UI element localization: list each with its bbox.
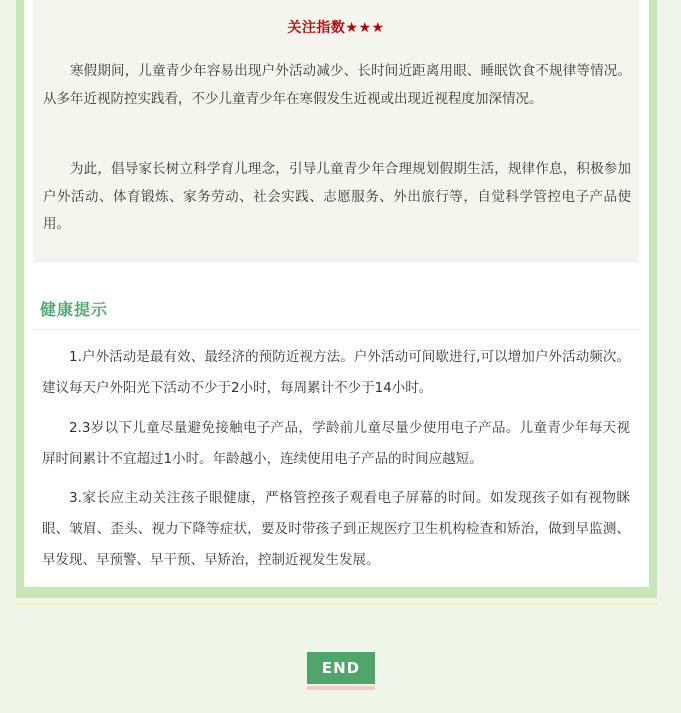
article-frame xyxy=(16,0,657,598)
end-underline xyxy=(307,686,375,690)
advocacy-paragraph: 为此，倡导家长树立科学育儿理念，引导儿童青少年合理规划假期生活，规律作息，积极参加户外活动、体育锻炼、家务劳动、社会实践、志愿服务、外出旅行等，自觉科学管控电子产品使用。 xyxy=(43,161,631,232)
health-tips-heading: 健康提示 xyxy=(40,300,109,319)
intro-paragraph: 寒假期间，儿童青少年容易出现户外活动减少、长时间近距离用眼、睡眠饮食不规律等情况。从多年近视防控实践看，不少儿童青少年在寒假发生近视或出现近视程度加深情况。 xyxy=(43,63,631,107)
footer-divider xyxy=(16,603,657,605)
end-marker xyxy=(307,652,375,690)
tip-item-parent-care: 3.家长应主动关注孩子眼健康，严格管控孩子观看电子屏幕的时间。如发现孩子如有视物眯眼、皱眉、歪头、视力下降等症状，要及时带孩子到正规医疗卫生机构检查和矫治，做到早监测、早发现、早预警、早干预、早矫治，控制近视发生发展。 xyxy=(42,490,630,568)
attention-index-title: 关注指数★★★ xyxy=(287,20,385,36)
tip-item-outdoor: 1.户外活动是最有效、最经济的预防近视方法。户外活动可间歇进行,可以增加户外活动频次。建议每天户外阳光下活动不少于2小时，每周累计不少于14小时。 xyxy=(42,349,630,396)
info-panel xyxy=(33,0,639,263)
tip-item-screen-time: 2.3岁以下儿童尽量避免接触电子产品，学龄前儿童尽量少使用电子产品。儿童青少年每天视屏时间累计不宜超过1小时。年龄越小，连续使用电子产品的时间应越短。 xyxy=(42,420,630,467)
article-card xyxy=(24,0,649,587)
end-badge: END xyxy=(307,652,375,684)
section-divider xyxy=(32,329,639,330)
